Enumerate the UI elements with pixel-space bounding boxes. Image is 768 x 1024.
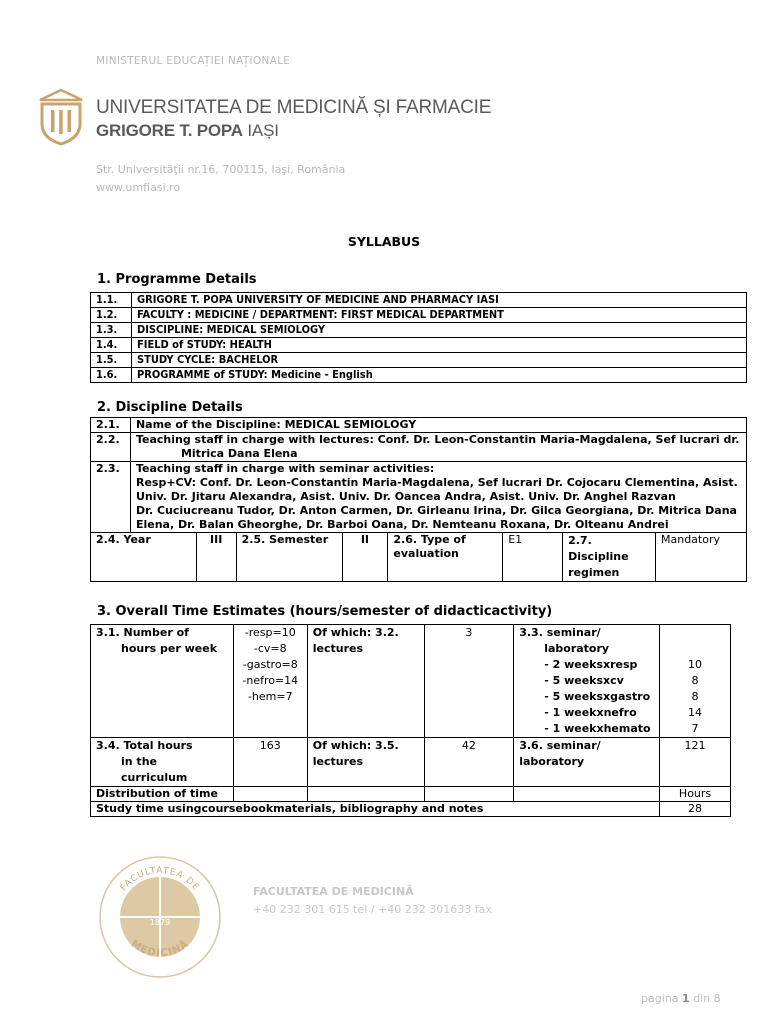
distribution-label: Distribution of time [91,787,234,802]
hours-per-week-values [233,625,307,738]
seminar-item: - 1 weekxnefro [544,706,637,719]
ministry-name: MINISTERUL EDUCAȚIEI NAȚIONALE [96,55,291,67]
seminar-item: - 1 weekxhemato [544,722,651,735]
seminar-item: - 5 weeksxcv [544,674,624,687]
seminar-item: - 2 weeksxresp [544,658,638,671]
page-current: 1 [681,992,690,1005]
row-number: 1.6. [91,368,132,383]
row-number: 1.3. [91,323,132,338]
seminar-staff-line: Resp+CV: Conf. Dr. Leon-Constantin Maria-Magdalena, Sef lucrari Dr. Cojocaru Clementina, Asist. [135,476,738,489]
semester-value: II [342,533,388,582]
university-name-line1: UNIVERSITATEA DE MEDICINĂ ȘI FARMACIE [96,97,492,118]
distribution-value: Hours [660,787,731,802]
university-city: IAȘI [247,121,279,140]
seal-top-text: FACULTATEA DE [118,865,202,894]
label-line: 3.3. seminar/ [519,626,601,639]
total-hours-value: 163 [233,738,307,787]
table-row [91,625,731,738]
evaluation-label: 2.6. Type of evaluation [388,533,503,582]
row-text: STUDY CYCLE: BACHELOR [132,353,747,368]
row-number: 1.5. [91,353,132,368]
seminar-staff [130,462,746,533]
programme-details-table [90,292,747,383]
table-row [91,368,747,383]
faculty-phone: +40 232 301 615 tel / +40 232 301633 fax [253,903,492,916]
total-lectures-value: 42 [424,738,514,787]
value-line: -resp=10 [244,626,296,639]
faculty-seal-icon [96,855,224,979]
faculty-name: FACULTATEA DE MEDICINĂ [253,885,414,898]
semester-label: 2.5. Semester [236,533,342,582]
row-text: GRIGORE T. POPA UNIVERSITY OF MEDICINE AND PHARMACY IASI [132,293,747,308]
table-row [91,462,747,533]
empty-cell [514,787,660,802]
value-line: 10 [688,658,703,671]
page-total: 8 [713,992,721,1005]
lectures-value: 3 [424,625,514,738]
label-line: in the [121,755,157,768]
value-line: -hem=7 [247,690,293,703]
row-number: 2.1. [91,418,131,433]
table-row [91,323,747,338]
document-title: SYLLABUS [347,234,421,249]
row-text: PROGRAMME of STUDY: Medicine - English [132,368,747,383]
value-line: -cv=8 [253,642,287,655]
study-time-label: Study time usingcoursebookmaterials, bibliography and notes [91,802,660,817]
discipline-details-table [90,417,747,582]
page-prefix: pagina [641,992,679,1005]
label-line: curriculum [121,771,188,784]
table-row [91,787,731,802]
year-label: 2.4. Year [91,533,197,582]
regimen-value: Mandatory [656,533,747,582]
table-row [91,338,747,353]
website-link[interactable]: www.umfiasi.ro [96,181,181,194]
lecture-staff-line: Teaching staff in charge with lectures: Conf. Dr. Leon-Constantin Maria-Magdalena, Sef lucrari dr. [135,433,740,446]
page-separator: din [693,992,711,1005]
total-seminar-label: 3.6. seminar/ laboratory [514,738,660,787]
evaluation-value: E1 [503,533,563,582]
empty-cell [307,787,424,802]
total-seminar-value: 121 [660,738,731,787]
value-line: 8 [691,690,699,703]
year-value: III [196,533,236,582]
total-lectures-label: Of which: 3.5. lectures [307,738,424,787]
value-line: -gastro=8 [242,658,298,671]
seminar-staff-line: Dr. Cuciucreanu Tudor, Dr. Anton Carmen, Dr. Girleanu Irina, Dr. Gilca Georgiana, Dr. Mitrica Dana [135,504,737,517]
label-line: 3.4. Total hours [96,739,193,752]
row-number: 2.3. [91,462,131,533]
table-row [91,433,747,462]
value-line: 8 [691,674,699,687]
table-row [91,738,731,787]
value-line: -nefro=14 [242,674,299,687]
row-number: 1.1. [91,293,132,308]
lecture-staff-line: Mitrica Dana Elena [180,447,298,460]
regimen-label: 2.7. Discipline regimen [563,533,656,582]
row-number: 2.2. [91,433,131,462]
empty-cell [424,787,514,802]
section-heading-programme: 1. Programme Details [97,272,257,287]
lecture-staff [130,433,746,462]
seminar-staff-line: Univ. Dr. Jitaru Alexandra, Asist. Univ. Dr. Oancea Andra, Asist. Univ. Dr. Anghel Razvan [135,490,676,503]
value-line: 7 [691,722,699,735]
seminar-staff-line: Elena, Dr. Balan Gheorghe, Dr. Barboi Oana, Dr. Nemteanu Roxana, Dr. Olteanu Andrei [135,518,669,531]
time-estimates-table [90,624,731,817]
table-row [91,533,747,582]
row-text: DISCIPLINE: MEDICAL SEMIOLOGY [132,323,747,338]
page-indicator [641,992,721,1005]
university-logo-icon [36,88,86,146]
seminar-label [514,625,660,738]
table-row [91,802,731,817]
label-line: 3.1. Number of [96,626,189,639]
section-heading-time: 3. Overall Time Estimates (hours/semester of didacticactivity) [97,604,553,619]
seminar-values [660,625,731,738]
total-hours-label [91,738,234,787]
university-name-line2 [96,121,279,141]
hours-per-week-label [91,625,234,738]
value-line: 14 [688,706,703,719]
seminar-staff-line: Teaching staff in charge with seminar activities: [135,462,435,475]
row-text: FIELD of STUDY: HEALTH [132,338,747,353]
table-row [91,308,747,323]
table-row [91,353,747,368]
row-number: 1.4. [91,338,132,353]
address: Str. Universităţii nr.16, 700115, Iaşi, România [96,163,346,176]
label-line: hours per week [121,642,218,655]
lectures-label: Of which: 3.2. lectures [307,625,424,738]
discipline-name: Name of the Discipline: MEDICAL SEMIOLOGY [130,418,746,433]
seal-bottom-text: MEDICINĂ [128,938,192,960]
seminar-item: - 5 weeksxgastro [544,690,651,703]
section-heading-discipline: 2. Discipline Details [97,400,243,415]
study-time-value: 28 [660,802,731,817]
label-line: laboratory [544,642,610,655]
university-name-bold: GRIGORE T. POPA [96,121,243,140]
seal-year: 1879 [149,918,171,927]
table-row [91,418,747,433]
empty-cell [233,787,307,802]
row-text: FACULTY : MEDICINE / DEPARTMENT: FIRST MEDICAL DEPARTMENT [132,308,747,323]
table-row [91,293,747,308]
row-number: 1.2. [91,308,132,323]
